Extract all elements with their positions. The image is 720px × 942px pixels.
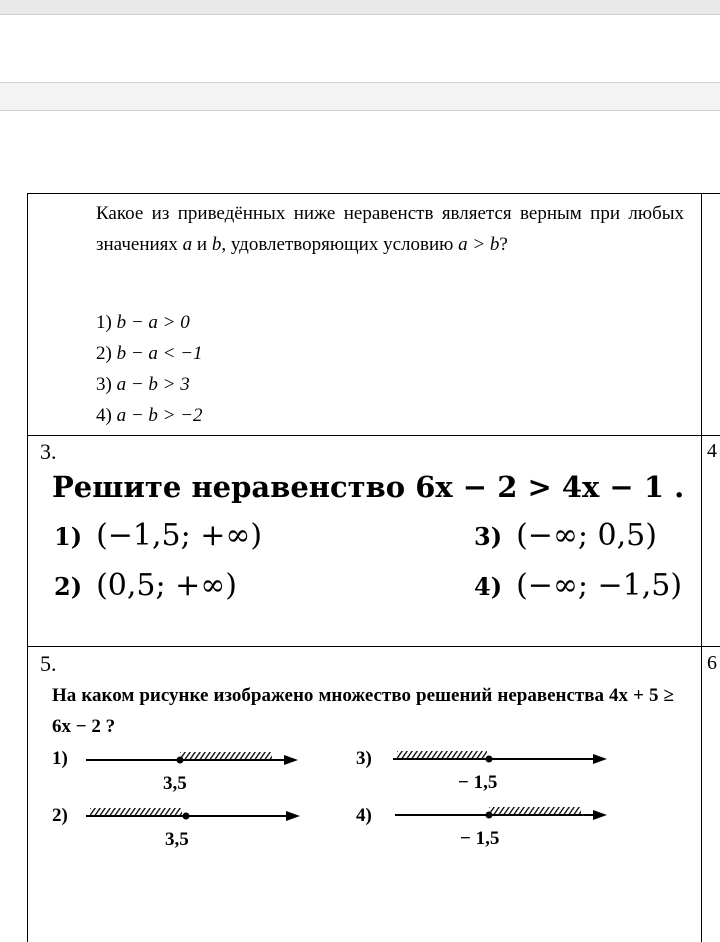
number-line-1 [86,748,298,772]
q3-option-1: 1) (−1,5; +∞) [54,518,263,553]
row-divider [27,435,720,436]
question-1-text: Какое из приведённых ниже неравенств является верным при любых значениях a и b, удовлетворяющих условию a > b? [96,203,684,255]
question-5-text: На каком рисунке изображено множество решений неравенства 4x + 5 ≥ 6x − 2 ? [52,685,674,737]
next-question-number-4: 4 [707,440,717,462]
row-divider [27,646,720,647]
picture-3-point: − 1,5 [458,772,498,793]
number-line-2 [86,804,300,828]
option-1: 1) b − a > 0 [96,312,190,333]
question-3-number: 3. [40,439,57,464]
picture-1-label: 1) [52,748,68,769]
picture-1-point: 3,5 [163,773,187,794]
q3-option-3: 3) (−∞; 0,5) [474,518,657,553]
number-line-4 [395,803,607,827]
question-3-title: Решите неравенство 6x − 2 > 4x − 1 . [52,470,685,504]
picture-2-point: 3,5 [165,829,189,850]
option-2: 2) b − a < −1 [96,343,203,364]
option-4: 4) a − b > −2 [96,405,203,426]
question-5-number: 5. [40,651,57,676]
picture-2-label: 2) [52,805,68,826]
next-column-edge [700,193,720,942]
picture-4-label: 4) [356,805,372,826]
page-header-strip [0,82,720,111]
number-line-3 [393,747,607,771]
q3-option-2: 2) (0,5; +∞) [54,568,237,603]
picture-4-point: − 1,5 [460,828,500,849]
q3-option-4: 4) (−∞; −1,5) [474,568,683,603]
picture-3-label: 3) [356,748,372,769]
browser-toolbar [0,0,720,15]
next-question-number-6: 6 [707,652,717,674]
question-1-options [96,307,203,431]
option-3: 3) a − b > 3 [96,374,190,395]
